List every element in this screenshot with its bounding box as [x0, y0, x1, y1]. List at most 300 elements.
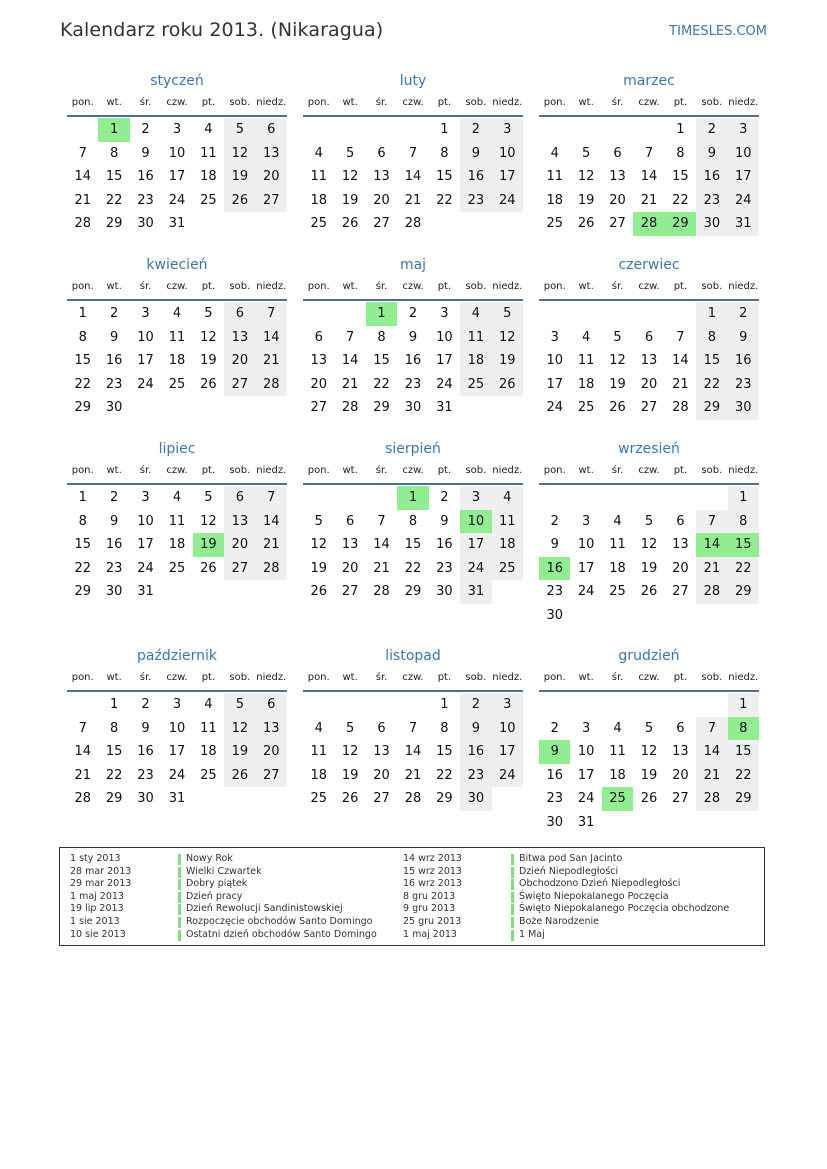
- weekday-header: [303, 459, 523, 485]
- day-cell: 28: [341, 400, 359, 415]
- empty-day-cell: [334, 118, 365, 142]
- day-cell: 3: [581, 513, 591, 529]
- legend-marker: [511, 917, 514, 928]
- holiday-day-cell: 1: [98, 118, 129, 142]
- day-cell: 4: [460, 302, 491, 326]
- day-cell: 31: [168, 791, 186, 806]
- weekday-label: śr.: [375, 672, 388, 683]
- day-cell: 30: [546, 607, 563, 623]
- day-cell: 3: [141, 306, 150, 321]
- legend-marker: [511, 854, 514, 865]
- day-cell: 26: [640, 791, 658, 806]
- holiday-day-cell: 9: [539, 740, 570, 764]
- day-cell: 8: [78, 329, 87, 345]
- day-cell: 15: [404, 537, 422, 552]
- day-cell: 7: [78, 720, 87, 736]
- weekday-label: śr.: [611, 281, 624, 292]
- day-cell: 7: [696, 510, 727, 534]
- weekday-label: czw.: [166, 465, 188, 476]
- day-cell: 28: [696, 580, 727, 604]
- day-cell: 3: [581, 720, 591, 736]
- day-cell: 13: [256, 717, 287, 741]
- day-cell: 9: [141, 720, 150, 736]
- day-cell: 31: [460, 580, 491, 604]
- legend-marker: [178, 917, 181, 928]
- empty-day-cell: [539, 302, 570, 326]
- empty-day-cell: [539, 118, 570, 142]
- day-cell: 7: [696, 717, 727, 741]
- weekday-label: wt.: [106, 281, 122, 292]
- day-cell: 16: [105, 537, 123, 552]
- weekday-label: pon.: [543, 281, 566, 292]
- legend-date: 9 gru 2013: [403, 903, 456, 915]
- day-cell: 13: [672, 537, 689, 552]
- day-cell: 10: [168, 145, 186, 161]
- day-cell: 29: [436, 791, 453, 806]
- legend-date: 16 wrz 2013: [403, 878, 462, 890]
- empty-day-cell: [696, 486, 727, 510]
- weekday-label: niedz.: [256, 97, 287, 108]
- weekday-label: sob.: [229, 97, 251, 108]
- legend-marker: [178, 879, 181, 890]
- weekday-label: niedz.: [492, 97, 523, 108]
- weekday-label: wt.: [342, 281, 358, 292]
- day-cell: 19: [640, 560, 658, 576]
- day-cell: 29: [404, 584, 422, 599]
- day-cell: 25: [168, 560, 186, 576]
- day-cell: 11: [200, 145, 217, 161]
- day-cell: 23: [728, 373, 759, 397]
- empty-day-cell: [539, 486, 570, 510]
- day-cell: 14: [256, 326, 287, 350]
- day-cell: 24: [168, 192, 186, 208]
- day-cell: 7: [256, 302, 287, 326]
- legend-marker: [511, 867, 514, 878]
- month-11: [539, 646, 759, 853]
- month-4: [303, 255, 523, 462]
- day-cell: 8: [109, 145, 119, 161]
- weekday-label: śr.: [375, 281, 388, 292]
- day-cell: 12: [341, 169, 359, 184]
- day-cell: 18: [310, 767, 327, 783]
- day-cell: 30: [460, 787, 491, 811]
- day-cell: 10: [137, 513, 154, 529]
- day-cell: 23: [436, 560, 453, 576]
- day-cell: 11: [168, 513, 186, 529]
- weekday-label: śr.: [139, 465, 152, 476]
- day-cell: 2: [109, 306, 119, 321]
- day-cell: 24: [168, 767, 186, 783]
- empty-day-cell: [602, 693, 633, 717]
- empty-day-cell: [665, 486, 696, 510]
- day-cell: 11: [460, 326, 491, 350]
- day-cell: 6: [314, 329, 323, 345]
- weekday-label: wt.: [106, 97, 122, 108]
- day-cell: 25: [168, 376, 186, 392]
- day-cell: 26: [341, 216, 359, 231]
- day-cell: 27: [310, 400, 327, 415]
- weekday-label: pt.: [201, 97, 216, 108]
- empty-day-cell: [570, 118, 601, 142]
- day-cell: 13: [310, 353, 327, 368]
- day-cell: 30: [105, 400, 123, 415]
- day-cell: 31: [728, 212, 759, 236]
- weekday-label: niedz.: [728, 672, 759, 683]
- day-cell: 27: [256, 764, 287, 788]
- day-cell: 17: [168, 169, 186, 184]
- day-cell: 7: [377, 513, 386, 529]
- weekday-label: czw.: [638, 97, 660, 108]
- weekday-label: sob.: [701, 281, 723, 292]
- weekday-label: wt.: [106, 465, 122, 476]
- empty-day-cell: [67, 693, 98, 717]
- day-cell: 7: [256, 486, 287, 510]
- day-cell: 4: [172, 490, 182, 505]
- day-cell: 18: [460, 349, 491, 373]
- weekday-header: [67, 91, 287, 117]
- empty-day-cell: [539, 693, 570, 717]
- weekday-label: śr.: [611, 672, 624, 683]
- day-cell: 11: [492, 510, 523, 534]
- weekday-header: [539, 275, 759, 301]
- day-cell: 30: [105, 584, 123, 599]
- weekday-label: niedz.: [728, 97, 759, 108]
- legend-holiday-name: Święto Niepokalanego Poczęcia: [519, 890, 669, 902]
- day-cell: 29: [373, 400, 390, 415]
- day-cell: 31: [168, 216, 186, 231]
- weekday-label: pon.: [71, 97, 94, 108]
- day-cell: 30: [546, 814, 563, 830]
- legend-marker: [511, 892, 514, 903]
- day-cell: 22: [74, 376, 91, 392]
- day-cell: 28: [256, 557, 287, 581]
- day-cell: 10: [492, 717, 523, 741]
- day-cell: 3: [492, 118, 523, 142]
- day-cell: 8: [109, 720, 119, 736]
- day-cell: 1: [696, 302, 727, 326]
- weekday-label: sob.: [701, 672, 723, 683]
- month-7: [303, 439, 523, 646]
- day-cell: 14: [404, 169, 422, 184]
- weekday-label: wt.: [578, 465, 594, 476]
- day-cell: 25: [200, 767, 217, 783]
- day-cell: 25: [492, 557, 523, 581]
- day-cell: 21: [640, 192, 658, 208]
- weekday-header: [67, 459, 287, 485]
- legend-date: 10 sie 2013: [70, 928, 126, 940]
- day-cell: 2: [440, 490, 449, 505]
- day-cell: 20: [373, 767, 390, 783]
- day-cell: 25: [310, 216, 327, 231]
- day-cell: 16: [137, 744, 154, 759]
- day-cell: 5: [644, 720, 654, 736]
- day-cell: 13: [640, 353, 658, 368]
- day-cell: 17: [137, 537, 154, 552]
- day-cell: 17: [492, 165, 523, 189]
- weekday-label: czw.: [402, 97, 424, 108]
- day-cell: 23: [137, 192, 154, 208]
- day-cell: 19: [224, 165, 255, 189]
- day-cell: 3: [492, 693, 523, 717]
- day-cell: 25: [609, 584, 626, 599]
- month-6: [67, 439, 287, 646]
- weekday-label: pt.: [201, 465, 216, 476]
- holiday-day-cell: 14: [696, 533, 727, 557]
- day-cell: 14: [74, 169, 91, 184]
- day-cell: 15: [74, 537, 91, 552]
- day-cell: 29: [728, 580, 759, 604]
- day-cell: 27: [672, 791, 689, 806]
- weekday-label: wt.: [578, 281, 594, 292]
- month-0: [67, 71, 287, 278]
- day-cell: 18: [168, 537, 186, 552]
- empty-day-cell: [366, 118, 397, 142]
- empty-day-cell: [633, 118, 664, 142]
- day-cell: 6: [377, 720, 386, 736]
- days-grid: [539, 693, 759, 834]
- day-cell: 12: [200, 329, 217, 345]
- day-cell: 3: [728, 118, 759, 142]
- legend-holiday-name: Dobry piątek: [186, 878, 248, 890]
- weekday-label: czw.: [402, 672, 424, 683]
- day-cell: 21: [256, 533, 287, 557]
- day-cell: 4: [204, 697, 213, 712]
- day-cell: 1: [440, 697, 449, 712]
- days-grid: [67, 302, 287, 420]
- day-cell: 16: [728, 349, 759, 373]
- day-cell: 5: [224, 693, 255, 717]
- day-cell: 3: [141, 490, 150, 505]
- day-cell: 15: [105, 744, 123, 759]
- empty-day-cell: [303, 118, 334, 142]
- month-name: czerwiec: [618, 257, 680, 273]
- day-cell: 15: [728, 740, 759, 764]
- weekday-label: pon.: [543, 97, 566, 108]
- day-cell: 28: [404, 216, 422, 231]
- day-cell: 18: [168, 353, 186, 368]
- days-grid: [67, 118, 287, 236]
- day-cell: 20: [672, 767, 689, 783]
- month-3: [67, 255, 287, 462]
- empty-day-cell: [570, 486, 601, 510]
- empty-day-cell: [303, 302, 334, 326]
- days-grid: [539, 118, 759, 236]
- weekday-label: czw.: [166, 672, 188, 683]
- weekday-label: czw.: [402, 281, 424, 292]
- day-cell: 22: [672, 192, 689, 208]
- day-cell: 9: [696, 142, 727, 166]
- day-cell: 3: [440, 306, 449, 321]
- empty-day-cell: [633, 693, 664, 717]
- day-cell: 18: [577, 376, 595, 392]
- day-cell: 8: [676, 145, 685, 161]
- day-cell: 18: [200, 744, 217, 759]
- day-cell: 27: [341, 584, 359, 599]
- day-cell: 5: [204, 306, 213, 321]
- legend-marker: [178, 904, 181, 915]
- day-cell: 1: [78, 306, 87, 321]
- weekday-label: sob.: [465, 465, 487, 476]
- day-cell: 28: [74, 791, 91, 806]
- day-cell: 16: [436, 537, 453, 552]
- weekday-label: czw.: [166, 281, 188, 292]
- day-cell: 4: [314, 145, 323, 161]
- weekday-header: [303, 666, 523, 692]
- empty-day-cell: [303, 693, 334, 717]
- day-cell: 16: [460, 165, 491, 189]
- legend-holiday-name: Nowy Rok: [186, 853, 233, 864]
- day-cell: 6: [224, 302, 255, 326]
- day-cell: 20: [256, 740, 287, 764]
- holiday-day-cell: 19: [193, 533, 224, 557]
- day-cell: 24: [137, 376, 154, 392]
- day-cell: 21: [404, 192, 422, 208]
- weekday-header: [539, 666, 759, 692]
- day-cell: 30: [137, 216, 154, 231]
- holiday-day-cell: 15: [728, 533, 759, 557]
- legend-marker: [511, 879, 514, 890]
- day-cell: 5: [224, 118, 255, 142]
- empty-day-cell: [602, 486, 633, 510]
- day-cell: 13: [341, 537, 359, 552]
- day-cell: 4: [314, 720, 323, 736]
- day-cell: 9: [460, 717, 491, 741]
- legend-date: 1 sty 2013: [70, 853, 121, 864]
- weekday-label: pt.: [201, 672, 216, 683]
- legend-date: 28 mar 2013: [70, 865, 132, 877]
- weekday-label: wt.: [342, 465, 358, 476]
- day-cell: 7: [408, 145, 418, 161]
- day-cell: 5: [581, 145, 591, 161]
- day-cell: 14: [404, 744, 422, 759]
- days-grid: [539, 302, 759, 420]
- site-link[interactable]: TIMESLES.COM: [669, 24, 767, 39]
- day-cell: 20: [609, 192, 626, 208]
- days-grid: [303, 486, 523, 604]
- legend-holiday-name: Ostatni dzień obchodów Santo Domingo: [186, 928, 377, 940]
- legend-date: 1 maj 2013: [403, 928, 457, 940]
- month-name: październik: [137, 648, 217, 664]
- day-cell: 13: [256, 142, 287, 166]
- day-cell: 12: [310, 537, 327, 552]
- legend-holiday-name: Dzień Rewolucji Sandinistowskiej: [186, 903, 343, 915]
- day-cell: 16: [696, 165, 727, 189]
- weekday-label: niedz.: [728, 465, 759, 476]
- legend-date: 19 lip 2013: [70, 903, 124, 915]
- day-cell: 19: [341, 767, 359, 783]
- day-cell: 22: [436, 192, 453, 208]
- day-cell: 8: [440, 720, 449, 736]
- day-cell: 18: [200, 169, 217, 184]
- day-cell: 20: [310, 376, 327, 392]
- day-cell: 30: [728, 396, 759, 420]
- weekday-label: wt.: [578, 97, 594, 108]
- day-cell: 25: [310, 791, 327, 806]
- day-cell: 5: [644, 513, 654, 529]
- weekday-label: niedz.: [492, 281, 523, 292]
- weekday-label: sob.: [701, 465, 723, 476]
- day-cell: 6: [644, 329, 654, 345]
- day-cell: 20: [256, 165, 287, 189]
- day-cell: 2: [141, 697, 150, 712]
- day-cell: 17: [168, 744, 186, 759]
- weekday-label: niedz.: [256, 281, 287, 292]
- day-cell: 4: [613, 720, 622, 736]
- weekday-header: [539, 459, 759, 485]
- legend-marker: [178, 930, 181, 941]
- day-cell: 2: [550, 720, 559, 736]
- day-cell: 2: [141, 122, 150, 137]
- day-cell: 21: [696, 764, 727, 788]
- day-cell: 18: [609, 767, 626, 783]
- weekday-header: [67, 275, 287, 301]
- day-cell: 28: [404, 791, 422, 806]
- day-cell: 29: [74, 584, 91, 599]
- day-cell: 11: [310, 169, 327, 184]
- day-cell: 10: [546, 353, 563, 368]
- day-cell: 15: [74, 353, 91, 368]
- day-cell: 17: [460, 533, 491, 557]
- day-cell: 22: [373, 376, 390, 392]
- weekday-label: pon.: [71, 465, 94, 476]
- day-cell: 14: [640, 169, 658, 184]
- day-cell: 20: [672, 560, 689, 576]
- day-cell: 23: [137, 767, 154, 783]
- day-cell: 25: [577, 400, 595, 415]
- empty-day-cell: [633, 486, 664, 510]
- day-cell: 24: [577, 584, 595, 599]
- holiday-legend: [59, 847, 765, 946]
- day-cell: 8: [408, 513, 418, 529]
- day-cell: 26: [492, 373, 523, 397]
- day-cell: 23: [696, 189, 727, 213]
- days-grid: [539, 486, 759, 627]
- weekday-label: czw.: [638, 465, 660, 476]
- legend-date: 25 gru 2013: [403, 915, 462, 927]
- day-cell: 8: [78, 513, 87, 529]
- day-cell: 4: [613, 513, 622, 529]
- day-cell: 28: [696, 787, 727, 811]
- weekday-label: sob.: [465, 281, 487, 292]
- day-cell: 7: [78, 145, 87, 161]
- month-name: styczeń: [150, 73, 204, 89]
- day-cell: 2: [728, 302, 759, 326]
- day-cell: 13: [373, 169, 390, 184]
- month-name: marzec: [623, 73, 675, 89]
- weekday-label: czw.: [166, 97, 188, 108]
- weekday-label: pon.: [307, 281, 330, 292]
- day-cell: 1: [728, 693, 759, 717]
- weekday-label: pon.: [307, 465, 330, 476]
- day-cell: 7: [408, 720, 418, 736]
- day-cell: 30: [436, 584, 453, 599]
- day-cell: 16: [404, 353, 422, 368]
- day-cell: 11: [609, 537, 626, 552]
- day-cell: 14: [696, 740, 727, 764]
- day-cell: 6: [613, 145, 622, 161]
- day-cell: 11: [546, 169, 563, 184]
- day-cell: 24: [492, 764, 523, 788]
- empty-day-cell: [366, 693, 397, 717]
- empty-day-cell: [397, 693, 428, 717]
- weekday-label: niedz.: [492, 465, 523, 476]
- day-cell: 27: [609, 216, 626, 231]
- day-cell: 12: [341, 744, 359, 759]
- empty-day-cell: [303, 486, 334, 510]
- day-cell: 15: [436, 744, 453, 759]
- day-cell: 27: [224, 557, 255, 581]
- day-cell: 31: [577, 814, 595, 830]
